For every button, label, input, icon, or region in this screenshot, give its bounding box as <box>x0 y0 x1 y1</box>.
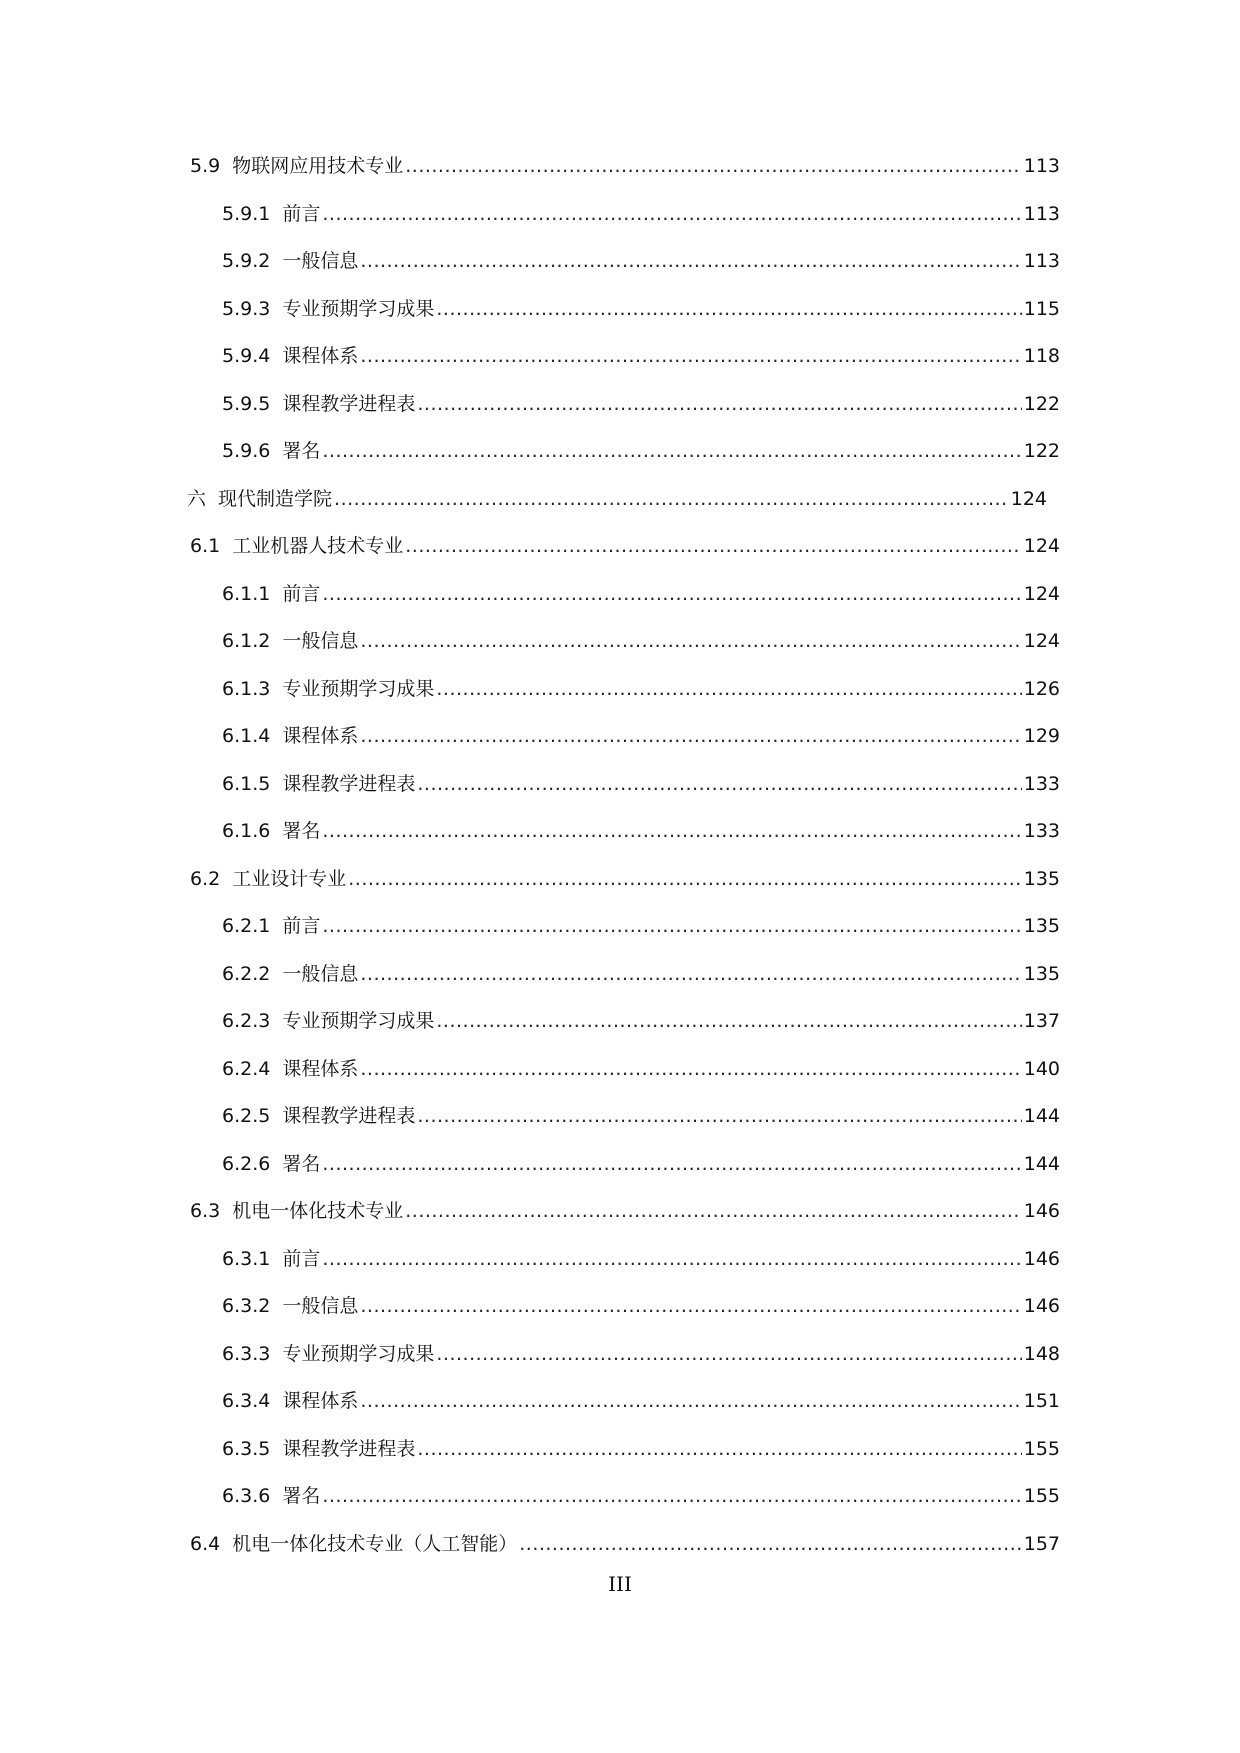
toc-dot-leader <box>334 479 1009 519</box>
toc-entry-number: 5.9.1 <box>222 202 271 225</box>
toc-entry-number: 六 <box>187 487 207 510</box>
toc-entry-page: 135 <box>1023 962 1060 985</box>
toc-entry-title: 一般信息 <box>282 250 359 272</box>
toc-entry-number: 5.9.4 <box>222 345 271 367</box>
page-number: III <box>608 1572 632 1596</box>
toc-entry-title: 一般信息 <box>282 630 359 652</box>
toc-dot-leader <box>436 289 1021 329</box>
toc-dot-leader <box>348 859 1022 899</box>
toc-entry-number: 5.9 <box>190 155 221 177</box>
toc-dot-leader <box>417 764 1021 804</box>
toc-entry-page: 151 <box>1023 1390 1060 1412</box>
toc-entry[interactable] <box>190 526 1060 566</box>
toc-entry-title: 课程教学进程表 <box>282 392 416 415</box>
toc-entry-page: 135 <box>1023 867 1060 890</box>
toc-entry[interactable] <box>222 954 1060 994</box>
toc-entry-page: 140 <box>1023 1057 1060 1080</box>
toc-entry[interactable] <box>222 1286 1060 1326</box>
toc-entry[interactable] <box>222 241 1060 281</box>
toc-dot-leader <box>322 1144 1021 1184</box>
toc-entry-page: 124 <box>1023 535 1060 557</box>
toc-entry[interactable] <box>222 1476 1060 1516</box>
toc-entry-number: 6.3 <box>190 1200 221 1222</box>
toc-entry-page: 124 <box>1023 582 1060 605</box>
toc-dot-leader <box>360 716 1021 756</box>
toc-entry-number: 6.2.3 <box>222 1010 271 1032</box>
toc-entry-number: 6.2 <box>190 867 221 890</box>
toc-entry-page: 144 <box>1023 1105 1060 1127</box>
toc-dot-leader <box>360 336 1021 376</box>
toc-entry[interactable] <box>222 431 1060 471</box>
toc-entry-page: 113 <box>1023 202 1060 225</box>
toc-dot-leader <box>322 906 1021 946</box>
toc-entry-title: 专业预期学习成果 <box>282 297 435 320</box>
toc-entry-number: 6.3.1 <box>222 1247 271 1270</box>
toc-dot-leader <box>417 384 1021 424</box>
toc-dot-leader <box>360 621 1021 661</box>
toc-entry-number: 6.1.4 <box>222 725 271 747</box>
toc-entry-title: 课程教学进程表 <box>282 1437 416 1460</box>
toc-entry-title: 专业预期学习成果 <box>282 677 435 700</box>
toc-entry-page: 146 <box>1023 1247 1060 1270</box>
toc-entry-number: 5.9.2 <box>222 250 271 272</box>
toc-entry-page: 155 <box>1023 1485 1060 1507</box>
toc-dot-leader <box>322 431 1021 471</box>
toc-entry-number: 6.1.3 <box>222 677 271 700</box>
toc-entry-title: 前言 <box>282 1247 321 1270</box>
toc-dot-leader <box>417 1096 1021 1136</box>
toc-dot-leader <box>417 1429 1021 1469</box>
toc-entry-title: 课程教学进程表 <box>282 772 416 795</box>
toc-entry-title: 署名 <box>282 820 321 842</box>
toc-entry-title: 一般信息 <box>282 1295 359 1317</box>
toc-entry-number: 6.3.4 <box>222 1390 271 1412</box>
toc-entry[interactable] <box>222 194 1060 234</box>
toc-entry[interactable] <box>187 479 1047 519</box>
toc-entry-page: 137 <box>1023 1010 1060 1032</box>
toc-entry[interactable] <box>222 1096 1060 1136</box>
toc-entry[interactable] <box>222 811 1060 851</box>
toc-entry-page: 113 <box>1023 155 1060 177</box>
toc-entry-number: 6.2.2 <box>222 962 271 985</box>
toc-entry-title: 课程体系 <box>282 725 359 747</box>
toc-entry-number: 5.9.6 <box>222 440 271 462</box>
toc-entry-number: 5.9.3 <box>222 297 271 320</box>
toc-entry-number: 6.1.1 <box>222 582 271 605</box>
toc-entry-page: 122 <box>1023 440 1060 462</box>
toc-entry-number: 6.3.5 <box>222 1437 271 1460</box>
toc-entry[interactable] <box>222 1049 1060 1089</box>
toc-entry-title: 课程体系 <box>282 1390 359 1412</box>
toc-entry-title: 署名 <box>282 440 321 462</box>
toc-entry-title: 署名 <box>282 1485 321 1507</box>
toc-entry-title: 现代制造学院 <box>218 487 333 510</box>
toc-dot-leader <box>519 1524 1022 1564</box>
toc-entry-number: 6.1 <box>190 535 221 557</box>
toc-entry[interactable] <box>222 384 1060 424</box>
toc-entry[interactable] <box>190 146 1060 186</box>
toc-entry-page: 157 <box>1023 1532 1060 1555</box>
toc-entry-number: 6.3.2 <box>222 1295 271 1317</box>
toc-entry-title: 机电一体化技术专业 <box>232 1200 404 1222</box>
toc-entry[interactable] <box>222 669 1060 709</box>
toc-entry-number: 6.1.5 <box>222 772 271 795</box>
toc-dot-leader <box>322 194 1021 234</box>
toc-dot-leader <box>322 1239 1021 1279</box>
toc-dot-leader <box>360 1049 1021 1089</box>
toc-dot-leader <box>436 669 1021 709</box>
toc-entry-number: 5.9.5 <box>222 392 271 415</box>
toc-entry[interactable] <box>190 859 1060 899</box>
toc-entry-page: 146 <box>1023 1200 1060 1222</box>
toc-entry[interactable] <box>222 764 1060 804</box>
toc-entry-page: 146 <box>1023 1295 1060 1317</box>
toc-entry[interactable] <box>190 1524 1060 1564</box>
toc-entry[interactable] <box>222 336 1060 376</box>
toc-entry-page: 113 <box>1023 250 1060 272</box>
toc-dot-leader <box>405 526 1022 566</box>
toc-entry-title: 署名 <box>282 1152 321 1175</box>
toc-entry-page: 148 <box>1023 1342 1060 1365</box>
toc-entry-title: 工业设计专业 <box>232 867 347 890</box>
toc-entry[interactable] <box>222 1334 1060 1374</box>
toc-entry[interactable] <box>222 1144 1060 1184</box>
toc-dot-leader <box>322 1476 1021 1516</box>
toc-dot-leader <box>322 811 1021 851</box>
toc-entry-title: 专业预期学习成果 <box>282 1342 435 1365</box>
toc-entry-number: 6.3.3 <box>222 1342 271 1365</box>
toc-dot-leader <box>405 1191 1022 1231</box>
toc-entry-title: 机电一体化技术专业（人工智能） <box>232 1532 518 1555</box>
toc-entry-page: 144 <box>1023 1152 1060 1175</box>
toc-dot-leader <box>322 574 1021 614</box>
toc-entry-number: 6.4 <box>190 1532 221 1555</box>
toc-entry-number: 6.2.6 <box>222 1152 271 1175</box>
toc-dot-leader <box>360 1381 1021 1421</box>
toc-entry-page: 118 <box>1023 345 1060 367</box>
toc-entry-number: 6.2.4 <box>222 1057 271 1080</box>
toc-entry-page: 122 <box>1023 392 1060 415</box>
toc-entry[interactable] <box>222 1381 1060 1421</box>
toc-dot-leader <box>360 954 1021 994</box>
toc-entry[interactable] <box>222 1239 1060 1279</box>
toc-dot-leader <box>360 241 1021 281</box>
toc-entry[interactable] <box>222 1001 1060 1041</box>
toc-dot-leader <box>436 1334 1021 1374</box>
toc-entry-title: 物联网应用技术专业 <box>232 155 404 177</box>
toc-entry-title: 课程教学进程表 <box>282 1105 416 1127</box>
toc-entry[interactable] <box>222 621 1060 661</box>
toc-entry-title: 工业机器人技术专业 <box>232 535 404 557</box>
toc-entry-number: 6.1.2 <box>222 630 271 652</box>
toc-entry-number: 6.3.6 <box>222 1485 271 1507</box>
toc-entry[interactable] <box>190 1191 1060 1231</box>
toc-entry-page: 129 <box>1023 725 1060 747</box>
toc-entry-number: 6.2.5 <box>222 1105 271 1127</box>
toc-entry-page: 124 <box>1023 630 1060 652</box>
toc-entry-title: 前言 <box>282 582 321 605</box>
toc-entry-number: 6.2.1 <box>222 915 271 937</box>
toc-entry[interactable] <box>222 1429 1060 1469</box>
toc-entry-page: 155 <box>1023 1437 1060 1460</box>
toc-dot-leader <box>405 146 1022 186</box>
toc-entry-title: 一般信息 <box>282 962 359 985</box>
toc-entry[interactable] <box>222 716 1060 756</box>
toc-dot-leader <box>360 1286 1021 1326</box>
toc-entry-page: 133 <box>1023 772 1060 795</box>
toc-entry-page: 133 <box>1023 820 1060 842</box>
toc-entry-number: 6.1.6 <box>222 820 271 842</box>
toc-entry[interactable] <box>222 574 1060 614</box>
toc-entry-title: 前言 <box>282 915 321 937</box>
toc-entry-page: 126 <box>1023 677 1060 700</box>
toc-entry-title: 专业预期学习成果 <box>282 1010 435 1032</box>
toc-entry-page: 135 <box>1023 915 1060 937</box>
toc-entry-title: 课程体系 <box>282 345 359 367</box>
toc-dot-leader <box>436 1001 1021 1041</box>
toc-entry-title: 前言 <box>282 202 321 225</box>
toc-entry-page: 115 <box>1023 297 1060 320</box>
toc-entry[interactable] <box>222 906 1060 946</box>
toc-entry[interactable] <box>222 289 1060 329</box>
toc-entry-page: 124 <box>1010 487 1047 510</box>
toc-entry-title: 课程体系 <box>282 1057 359 1080</box>
